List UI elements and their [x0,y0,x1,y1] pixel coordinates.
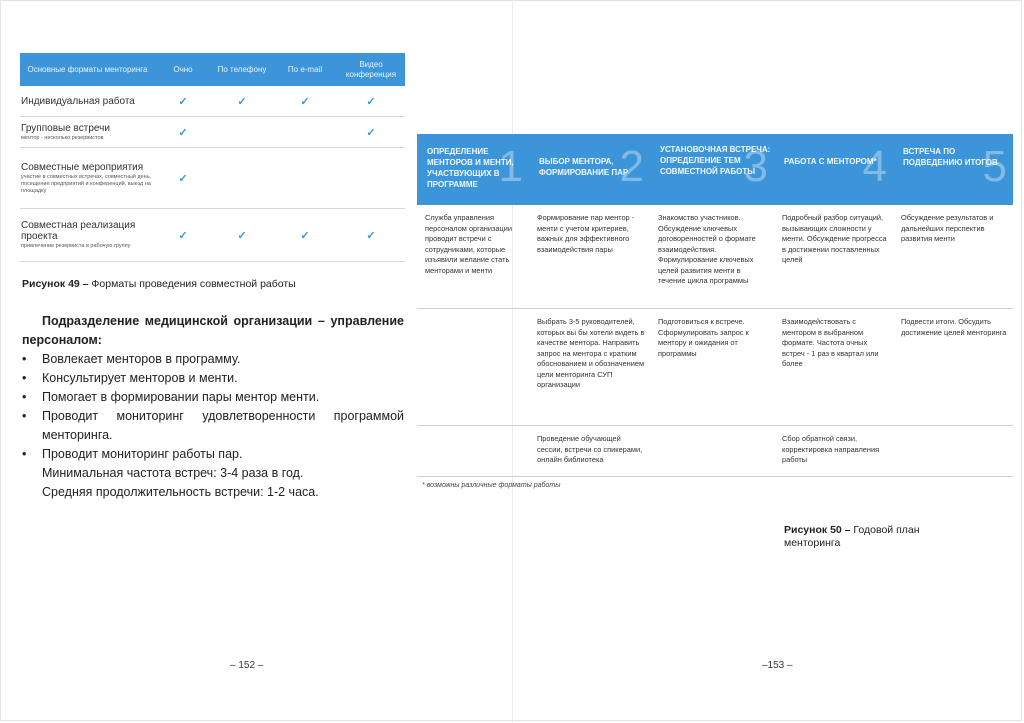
row-title: Групповые встречи [21,122,110,134]
stage-header: УСТАНОВОЧНАЯ ВСТРЕЧА: ОПРЕДЕЛЕНИЕ ТЕМ СОВМЕСТНОЙ РАБОТЫ 3 [660,142,771,191]
plan-header [417,134,1013,205]
plan-cell [893,426,1013,476]
table-row [20,209,405,262]
row-title: Совместная реализация проекта [21,220,136,242]
plan-cell: Обсуждение результатов и дальнейших перспектив развития менти [901,213,994,243]
row-title: Совместные мероприятия [21,161,144,173]
table-row [20,117,405,148]
stage-number: 5 [982,142,1007,191]
check-icon: ✓ [237,96,247,108]
plan-cell: Взаимодействовать с ментором в выбранном формате. Частота очных встреч - 1 раз в квартал или более [782,317,879,368]
check-icon: ✓ [178,96,188,108]
list-item: • Вовлекает менторов в программу. [22,352,241,366]
check-icon: ✓ [178,230,188,242]
row-title: Индивидуальная работа [21,95,135,107]
list-item: • Помогает в формировании пары ментор менти. [22,390,320,404]
figure-49-caption: Рисунок 49 – Форматы проведения совместной работы [22,278,296,290]
list-item: • Проводит мониторинг работы пар. [22,447,243,461]
plan-cell [417,309,529,425]
check-icon: ✓ [366,96,376,108]
hr-department-text [22,312,404,502]
page-number-right: –153 – [762,660,793,671]
header-in-person: Очно [173,64,193,74]
row-subtitle: привлечение резервиста в рабочую группу [21,243,131,249]
stage-number: 2 [619,142,644,191]
duties-list [22,350,404,464]
check-icon: ✓ [300,230,310,242]
plan-cell: Сбор обратной связи, корректировка направления работы [782,434,880,464]
check-icon: ✓ [178,127,188,139]
header-phone: По телефону [217,64,267,74]
figure-50-caption: Рисунок 50 – Годовой план менторинга [784,524,920,549]
plan-cell: Подробный разбор ситуаций, вызывающих сложности у менти. Обсуждение прогресса в достижении поставленных целей [782,213,887,264]
stage-number: 4 [862,142,887,191]
formats-table-header [20,53,405,86]
stage-header: ВСТРЕЧА ПО ПОДВЕДЕНИЮ ИТОГОВ 5 [903,142,1007,191]
check-icon: ✓ [366,230,376,242]
plan-footnote: * возможны различные форматы работы [422,482,561,489]
row-subtitle: участие в совместных встречах, совместный день, посещение предприятий и конференций, выезд на площадку [21,173,152,194]
stage-number: 1 [498,142,523,191]
stage-number: 3 [743,142,768,191]
stage-header: ОПРЕДЕЛЕНИЕ МЕНТОРОВ И МЕНТИ, УЧАСТВУЮЩИХ В ПРОГРАММЕ 1 [427,142,523,191]
plan-cell: Служба управления персоналом организации проводит встречи с сотрудниками, которые изъявили желание стать менторами и менти [425,213,513,275]
table-row [20,86,405,117]
check-icon: ✓ [300,96,310,108]
list-item: • Проводит мониторинг удовлетворенности программой менторинга. [22,409,404,442]
plan-cell: Проведение обучающей сессии, встречи со спикерами, онлайн библиотека [537,434,643,464]
mentoring-plan-table [417,134,1013,477]
stage-header: РАБОТА С МЕНТОРОМ* 4 [784,142,887,191]
stage-header: ВЫБОР МЕНТОРА, ФОРМИРОВАНИЕ ПАР 2 [539,142,644,191]
header-email: По e-mail [287,64,323,74]
row-subtitle: ментор - несколько резервистов [21,134,104,141]
table-row [20,148,405,209]
plan-cell: Подготовиться к встрече. Сформулировать запрос к ментору и ожидания от программы [658,317,749,358]
plan-cell: Выбрать 3-5 руководителей, которых вы бы хотели видеть в качестве ментора. Направить запрос на ментора с кратким обоснованием и обозначением цели менторинга СУП организации [537,317,645,389]
plan-cell: Формирование пар ментор - менти с учетом критериев, важных для эффективного взаимодействия пары [537,213,635,254]
table-row [417,205,1013,309]
header-video: Видео конференция [345,59,397,79]
plan-cell [650,426,774,476]
plan-cell: Подвести итоги. Обсудить достижение целей менторинга [901,317,1007,337]
table-row [417,309,1013,426]
page-number-left: – 152 – [230,660,264,671]
check-icon: ✓ [237,230,247,242]
frequency-line: Минимальная частота встреч: 3-4 раза в год. [42,466,304,480]
plan-cell: Знакомство участников. Обсуждение ключевых договоренностей о формате взаимодействия. Формулирование ключевых целей развития менти в течение цикла программы [658,213,756,285]
formats-table [20,53,405,262]
header-formats: Основные форматы менторинга [27,64,148,74]
check-icon: ✓ [366,127,376,139]
duration-line: Средняя продолжительность встречи: 1-2 часа. [42,485,319,499]
table-row [417,426,1013,477]
plan-cell [417,426,529,476]
section-heading: Подразделение медицинской организации – управление персоналом: [22,314,404,347]
check-icon: ✓ [178,173,188,185]
list-item: • Консультирует менторов и менти. [22,371,238,385]
